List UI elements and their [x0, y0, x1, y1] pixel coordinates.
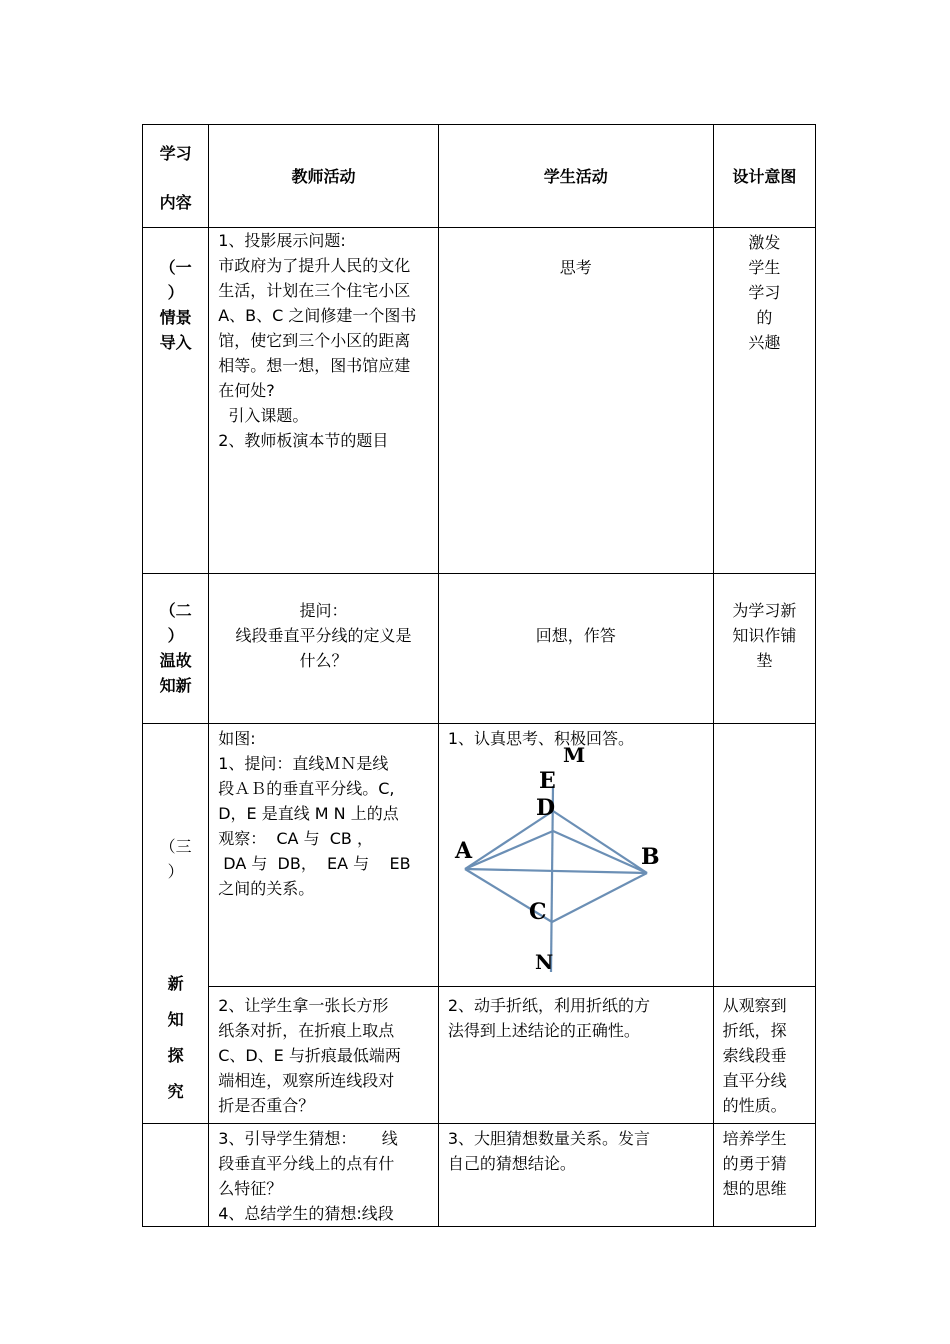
segment-bd	[553, 831, 647, 873]
student-5-line-1: 3、大胆猜想数量关系。发言	[447, 1129, 651, 1148]
row-explore-conjecture	[143, 1124, 816, 1227]
intent-2-line-3: 垫	[756, 651, 773, 670]
teacher-cell-1	[209, 228, 439, 574]
intent-cell-2	[713, 574, 815, 724]
intent-1-line-4: 的	[756, 308, 773, 327]
stage-cell-5	[143, 1124, 209, 1227]
label-c: C	[528, 899, 547, 925]
header-row	[143, 125, 816, 228]
intent-5-line-3: 想的思维	[722, 1179, 787, 1198]
label-e: E	[538, 768, 556, 794]
perpendicular-bisector-figure	[439, 746, 713, 982]
teacher-3-line-1: 如图:	[218, 729, 256, 748]
stage-1-line-4: 导入	[159, 333, 192, 352]
intent-1-line-2: 学生	[748, 258, 781, 277]
label-n: N	[534, 950, 554, 974]
stage-2-line-1: （二	[159, 601, 192, 620]
student-cell-5	[438, 1124, 713, 1227]
row-scenario-intro	[143, 228, 816, 574]
row-explore-folding	[143, 987, 816, 1124]
student-4-line-1: 2、动手折纸，利用折纸的方	[447, 996, 651, 1015]
student-cell-4	[438, 987, 713, 1124]
segment-be	[553, 811, 647, 873]
intent-4-line-5: 的性质。	[722, 1096, 787, 1115]
label-m: M	[562, 746, 585, 767]
segment-ad	[465, 831, 553, 869]
student-5-line-2: 自己的猜想结论。	[447, 1154, 576, 1173]
student-3-text: 1、认真思考、积极回答。	[447, 729, 635, 748]
student-cell-3	[438, 724, 713, 987]
student-cell-2	[438, 574, 713, 724]
intent-2-line-2: 知识作铺	[732, 626, 797, 645]
teacher-1-line-2: 市政府为了提升人民的文化	[218, 256, 411, 275]
header-content-line-2: 内容	[159, 193, 192, 212]
stage-cell-2	[143, 574, 209, 724]
stage-2-line-2: ）	[167, 626, 184, 645]
stage-3-line-5: 探	[167, 1046, 184, 1065]
teacher-1-line-3: 生活，计划在三个住宅小区	[218, 281, 411, 300]
intent-1-line-3: 学习	[748, 283, 781, 302]
intent-1-line-1: 激发	[748, 233, 781, 252]
teacher-4-line-3: C、D、E 与折痕最低端两	[218, 1046, 401, 1065]
row-explore-figure	[143, 724, 816, 987]
stage-3-line-2: ）	[167, 862, 184, 881]
stage-cell-3	[143, 724, 209, 1124]
header-student: 学生活动	[438, 125, 713, 228]
intent-5-line-1: 培养学生	[722, 1129, 787, 1148]
figure-lines	[465, 786, 647, 972]
lesson-plan-table	[142, 124, 816, 1227]
teacher-4-line-5: 折是否重合？	[218, 1096, 315, 1115]
teacher-3-line-7: 之间的关系。	[218, 879, 315, 898]
student-cell-1	[438, 228, 713, 574]
stage-2-line-4: 知新	[159, 676, 192, 695]
stage-3-line-6: 究	[167, 1082, 184, 1101]
teacher-3-line-2: 1、提问：直线ＭＮ是线	[218, 754, 389, 773]
stage-3-line-1: （三	[159, 837, 192, 856]
segment-ab	[465, 869, 647, 873]
intent-1-line-5: 兴趣	[748, 333, 781, 352]
student-1-text: 思考	[559, 258, 592, 277]
teacher-cell-2	[209, 574, 439, 724]
teacher-cell-4	[209, 987, 439, 1124]
stage-1-line-3: 情景	[159, 308, 192, 327]
stage-1-line-2: ）	[167, 283, 184, 302]
teacher-2-line-3: 什么？	[299, 651, 348, 670]
label-d: D	[535, 795, 555, 821]
stage-3-line-4: 知	[167, 1010, 184, 1029]
teacher-1-line-4: A、B、C 之间修建一个图书	[218, 306, 417, 325]
teacher-3-line-4: D，E 是直线 M N 上的点	[218, 804, 399, 823]
teacher-5-line-1: 3、引导学生猜想： 线	[218, 1129, 398, 1148]
intent-4-line-2: 折纸，探	[722, 1021, 787, 1040]
teacher-1-line-5: 馆，使它到三个小区的距离	[218, 331, 411, 350]
stage-2-line-3: 温故	[159, 651, 192, 670]
intent-cell-3	[713, 724, 815, 987]
teacher-4-line-4: 端相连，观察所连线段对	[218, 1071, 395, 1090]
intent-cell-5	[713, 1124, 815, 1227]
student-2-text: 回想，作答	[535, 626, 616, 645]
student-4-line-2: 法得到上述结论的正确性。	[447, 1021, 640, 1040]
stage-cell-1	[143, 228, 209, 574]
teacher-1-line-6: 相等。想一想，图书馆应建	[218, 356, 411, 375]
teacher-2-line-1: 提问：	[299, 601, 348, 620]
header-content-line-1: 学习	[159, 144, 192, 163]
segment-bc	[552, 873, 647, 922]
stage-1-line-1: （一	[159, 258, 192, 277]
teacher-cell-5	[209, 1124, 439, 1227]
teacher-1-line-7: 在何处?	[218, 381, 275, 400]
teacher-5-line-4: 4、总结学生的猜想:线段	[218, 1204, 394, 1223]
teacher-3-line-3: 段ＡＢ的垂直平分线。C,	[218, 779, 395, 798]
row-review	[143, 574, 816, 724]
header-content	[143, 125, 209, 228]
teacher-1-line-9: 2、教师板演本节的题目	[218, 431, 389, 450]
teacher-1-line-1: 1、投影展示问题:	[218, 231, 346, 250]
teacher-5-line-3: 么特征？	[218, 1179, 283, 1198]
intent-cell-4	[713, 987, 815, 1124]
intent-cell-1	[713, 228, 815, 574]
header-intent: 设计意图	[713, 125, 815, 228]
teacher-5-line-2: 段垂直平分线上的点有什	[218, 1154, 395, 1173]
stage-3-line-3: 新	[167, 974, 184, 993]
label-b: B	[640, 844, 660, 870]
teacher-4-line-1: 2、让学生拿一张长方形	[218, 996, 389, 1015]
intent-4-line-1: 从观察到	[722, 996, 787, 1015]
label-a: A	[454, 838, 472, 864]
intent-2-line-1: 为学习新	[732, 601, 797, 620]
intent-5-line-2: 的勇于猜	[722, 1154, 787, 1173]
teacher-3-line-5: 观察： CA 与 CB ，	[218, 829, 373, 848]
teacher-3-line-6: DA 与 DB， EA 与 EB	[218, 854, 411, 873]
teacher-4-line-2: 纸条对折，在折痕上取点	[218, 1021, 395, 1040]
teacher-cell-3	[209, 724, 439, 987]
intent-4-line-4: 直平分线	[722, 1071, 787, 1090]
intent-4-line-3: 索线段垂	[722, 1046, 787, 1065]
teacher-1-line-8: 引入课题。	[218, 406, 309, 425]
header-teacher: 教师活动	[209, 125, 439, 228]
teacher-2-line-2: 线段垂直平分线的定义是	[235, 626, 412, 645]
